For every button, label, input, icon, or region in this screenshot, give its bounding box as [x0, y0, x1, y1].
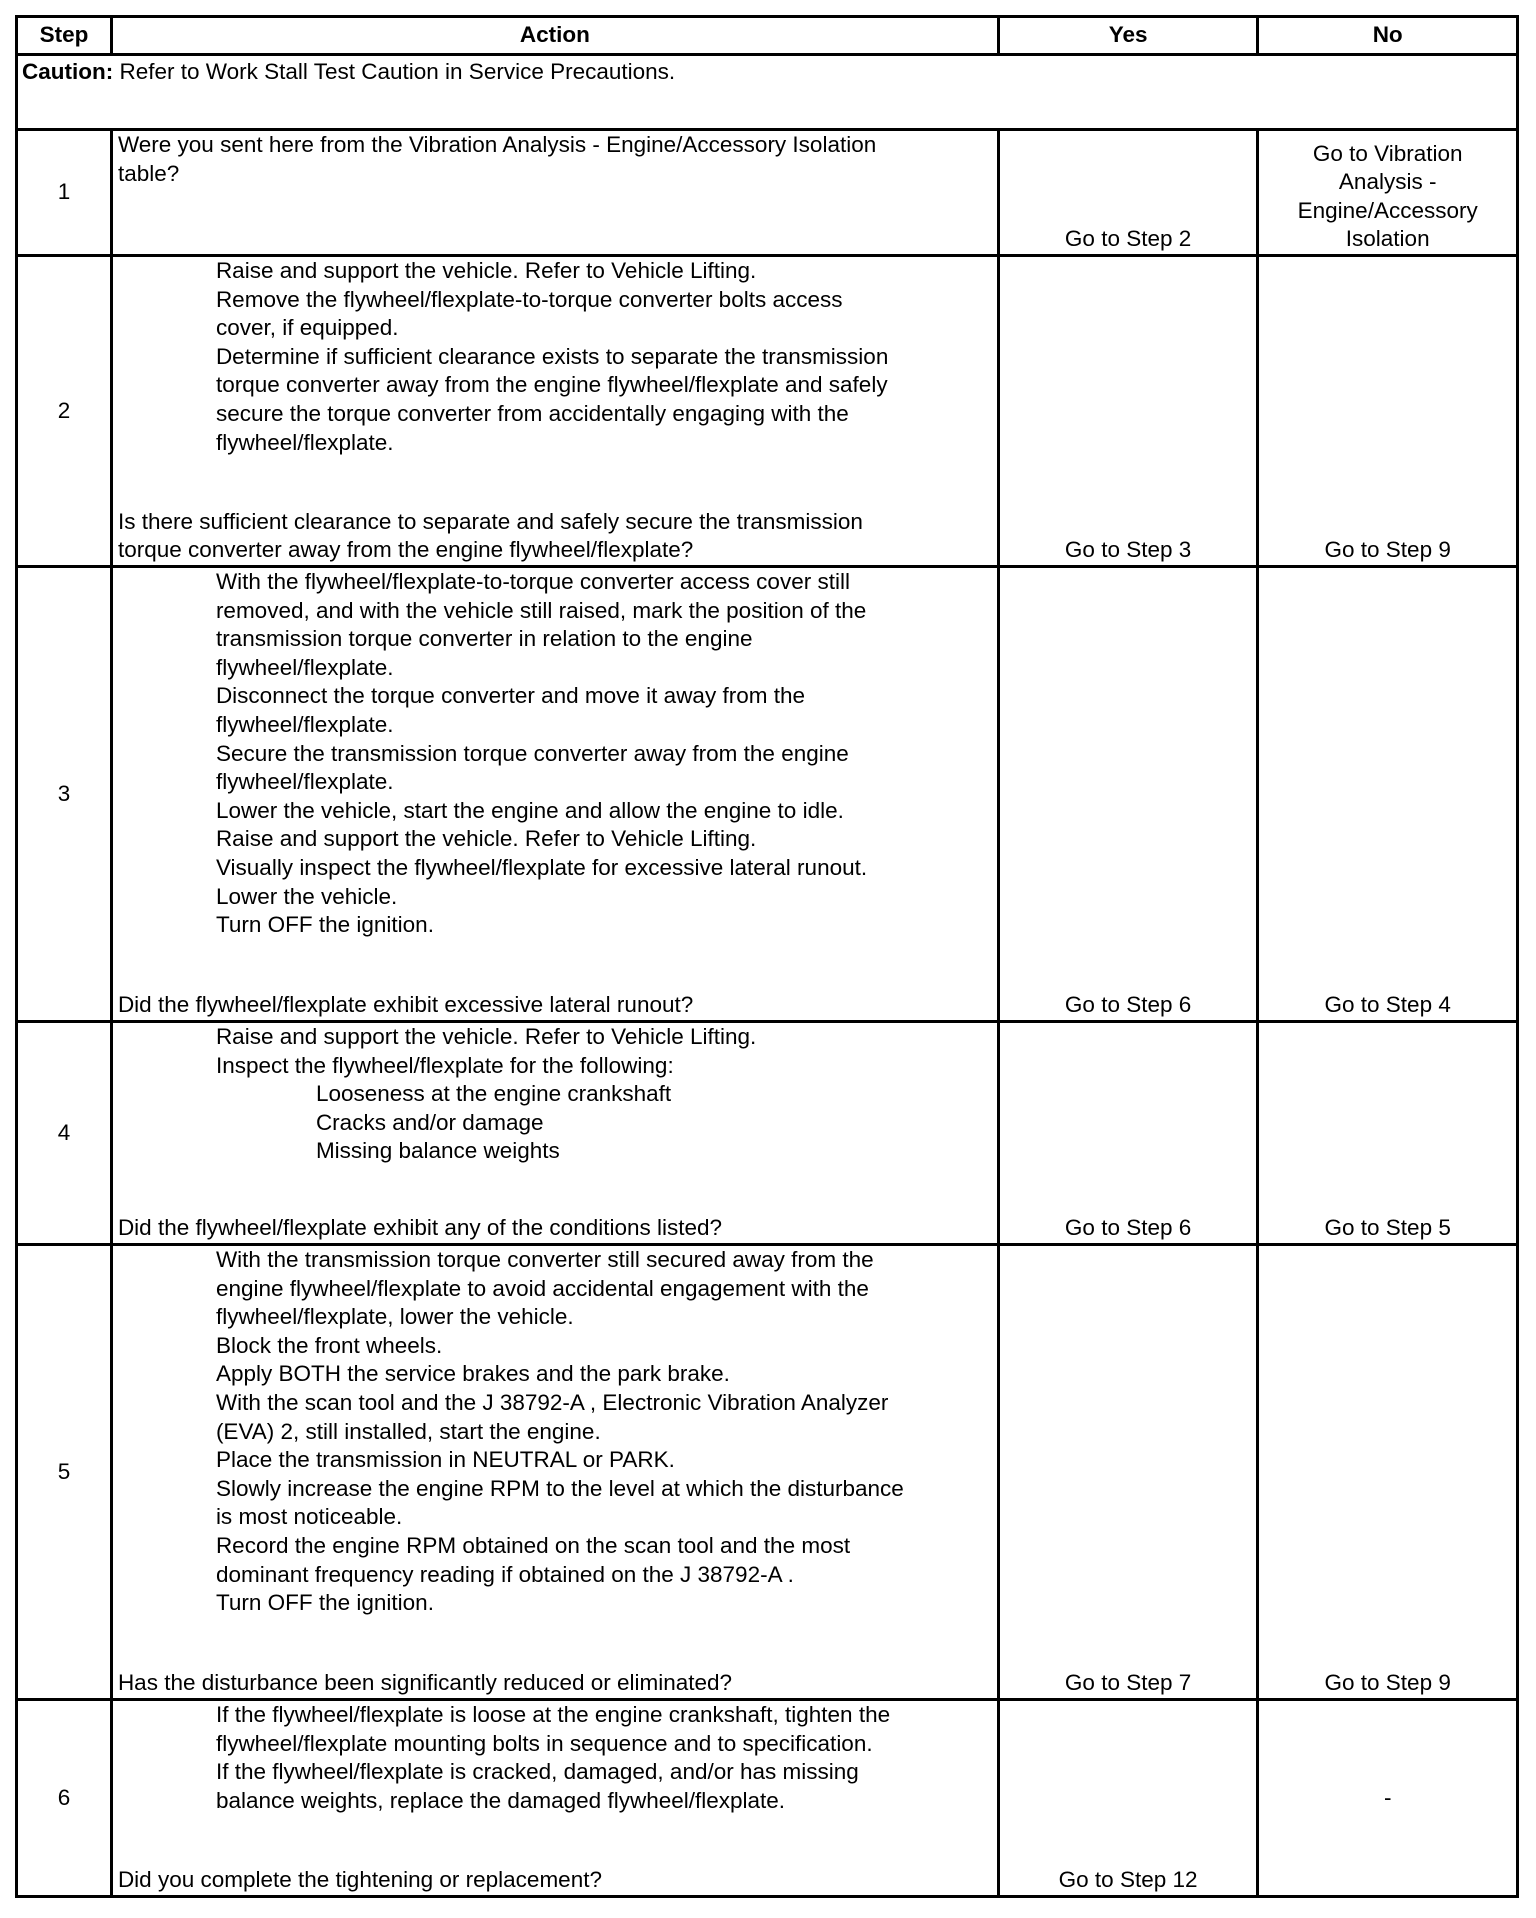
step-action [111, 130, 998, 256]
step-number: 2 [17, 256, 112, 567]
action-line: cover, if equipped. [215, 315, 399, 341]
action-line: balance weights, replace the damaged flywheel/flexplate. [215, 1787, 786, 1813]
yes-link[interactable]: Go to Step 12 [998, 1700, 1258, 1897]
action-line: (EVA) 2, still installed, start the engine. [215, 1418, 601, 1444]
action-line: Turn OFF the ignition. [215, 912, 434, 938]
action-line: flywheel/flexplate, lower the vehicle. [215, 1304, 574, 1330]
action-line: removed, and with the vehicle still raised, mark the position of the [215, 597, 867, 623]
condition-item: Missing balance weights [315, 1138, 560, 1164]
action-line: engine flywheel/flexplate to avoid accidental engagement with the [215, 1275, 869, 1301]
no-line: Go to Step 9 [1324, 537, 1451, 563]
action-line: Raise and support the vehicle. Refer to Vehicle Lifting. [215, 1024, 757, 1049]
no-link [1258, 1700, 1518, 1897]
header-row [17, 17, 1518, 55]
question-line: Has the disturbance been significantly reduced or eliminated? [117, 1670, 733, 1696]
no-line: Go to Vibration [1312, 140, 1463, 166]
step-action [111, 1245, 998, 1700]
step-row [17, 567, 1518, 1022]
action-line: flywheel/flexplate mounting bolts in sequence and to specification. [215, 1730, 873, 1756]
step-action [111, 256, 998, 567]
step-row [17, 256, 1518, 567]
action-line: torque converter away from the engine flywheel/flexplate and safely [215, 372, 888, 398]
step-action [111, 567, 998, 1022]
action-line: flywheel/flexplate. [215, 769, 394, 795]
action-line: flywheel/flexplate. [215, 711, 394, 737]
step-row [17, 130, 1518, 256]
action-line: Lower the vehicle, start the engine and allow the engine to idle. [215, 797, 844, 823]
step-action [111, 1022, 998, 1245]
action-line: flywheel/flexplate. [215, 429, 394, 455]
action-line: table? [117, 160, 180, 186]
step-action [111, 1700, 998, 1897]
caution-text: Refer to Work Stall Test Caution in Service Precautions. [113, 59, 676, 84]
step-question [118, 1669, 991, 1698]
step-number: 1 [17, 130, 112, 256]
action-line: Lower the vehicle. [215, 883, 398, 909]
action-line: Determine if sufficient clearance exists to separate the transmission [215, 343, 889, 369]
diagnostic-table-sheet [15, 15, 1519, 1898]
question-line: torque converter away from the engine flywheel/flexplate? [117, 537, 694, 563]
no-line: Analysis - [1338, 169, 1437, 195]
yes-link[interactable]: Go to Step 2 [998, 130, 1258, 256]
action-line: Apply BOTH the service brakes and the park brake. [215, 1361, 730, 1387]
step-question [118, 1866, 991, 1895]
caution-row [17, 55, 1518, 130]
no-link[interactable] [1258, 1245, 1518, 1700]
no-line: Go to Step 9 [1324, 1670, 1451, 1696]
action-line: With the scan tool and the J 38792-A , Electronic Vibration Analyzer [215, 1389, 889, 1415]
yes-link[interactable]: Go to Step 3 [998, 256, 1258, 567]
action-line: Remove the flywheel/flexplate-to-torque converter bolts access [215, 286, 843, 312]
action-line: If the flywheel/flexplate is cracked, damaged, and/or has missing [215, 1759, 859, 1785]
action-line: dominant frequency reading if obtained on the J 38792-A . [215, 1561, 794, 1587]
action-line: flywheel/flexplate. [215, 654, 394, 680]
no-line: Go to Step 4 [1324, 992, 1451, 1018]
no-line: Engine/Accessory [1297, 197, 1478, 223]
caution-cell [17, 55, 1518, 130]
header-step: Step [17, 17, 112, 55]
question-line: Is there sufficient clearance to separate and safely secure the transmission [117, 508, 863, 534]
step-row [17, 1245, 1518, 1700]
header-no: No [1258, 17, 1518, 55]
yes-link[interactable]: Go to Step 6 [998, 567, 1258, 1022]
action-line: Inspect the flywheel/flexplate for the following: [215, 1052, 674, 1078]
action-line: Were you sent here from the Vibration Analysis - Engine/Accessory Isolation [117, 132, 877, 157]
action-line: Place the transmission in NEUTRAL or PARK. [215, 1447, 675, 1473]
question-line: Did the flywheel/flexplate exhibit any of the conditions listed? [117, 1215, 723, 1241]
no-link[interactable] [1258, 567, 1518, 1022]
diagnostic-table [15, 15, 1519, 1898]
yes-link[interactable]: Go to Step 6 [998, 1022, 1258, 1245]
step-question [118, 1214, 991, 1243]
action-line: Slowly increase the engine RPM to the level at which the disturbance [215, 1475, 904, 1501]
yes-link[interactable]: Go to Step 7 [998, 1245, 1258, 1700]
step-number: 4 [17, 1022, 112, 1245]
action-line: transmission torque converter in relation to the engine [215, 626, 753, 652]
no-link[interactable] [1258, 256, 1518, 567]
no-line: Go to Step 5 [1324, 1215, 1451, 1241]
step-number: 3 [17, 567, 112, 1022]
action-line: Turn OFF the ignition. [215, 1590, 434, 1616]
no-link[interactable] [1258, 130, 1518, 256]
step-number: 6 [17, 1700, 112, 1897]
step-row [17, 1022, 1518, 1245]
action-line: Raise and support the vehicle. Refer to Vehicle Lifting. [215, 258, 757, 283]
step-row [17, 1700, 1518, 1897]
no-line: Isolation [1345, 226, 1430, 252]
header-action: Action [111, 17, 998, 55]
action-line: Secure the transmission torque converter away from the engine [215, 740, 849, 766]
action-line: With the transmission torque converter still secured away from the [215, 1247, 874, 1272]
action-line: Disconnect the torque converter and move it away from the [215, 683, 805, 709]
step-question [118, 508, 991, 565]
action-line: Record the engine RPM obtained on the scan tool and the most [215, 1532, 851, 1558]
action-line: Block the front wheels. [215, 1332, 443, 1358]
condition-item: Looseness at the engine crankshaft [315, 1081, 672, 1107]
question-line: Did you complete the tightening or replacement? [117, 1867, 602, 1893]
action-line: If the flywheel/flexplate is loose at the engine crankshaft, tighten the [215, 1702, 891, 1727]
action-line: With the flywheel/flexplate-to-torque converter access cover still [215, 569, 850, 594]
header-yes: Yes [998, 17, 1258, 55]
condition-item: Cracks and/or damage [315, 1109, 544, 1135]
action-line: Raise and support the vehicle. Refer to Vehicle Lifting. [215, 826, 757, 852]
question-line: Did the flywheel/flexplate exhibit excessive lateral runout? [117, 992, 694, 1018]
caution-label: Caution: [22, 59, 114, 84]
no-link[interactable] [1258, 1022, 1518, 1245]
step-question [118, 991, 991, 1020]
action-line: secure the torque converter from accidentally engaging with the [215, 400, 849, 426]
no-line: - [1383, 1784, 1392, 1810]
step-number: 5 [17, 1245, 112, 1700]
action-line: Visually inspect the flywheel/flexplate for excessive lateral runout. [215, 854, 868, 880]
action-line: is most noticeable. [215, 1504, 403, 1530]
